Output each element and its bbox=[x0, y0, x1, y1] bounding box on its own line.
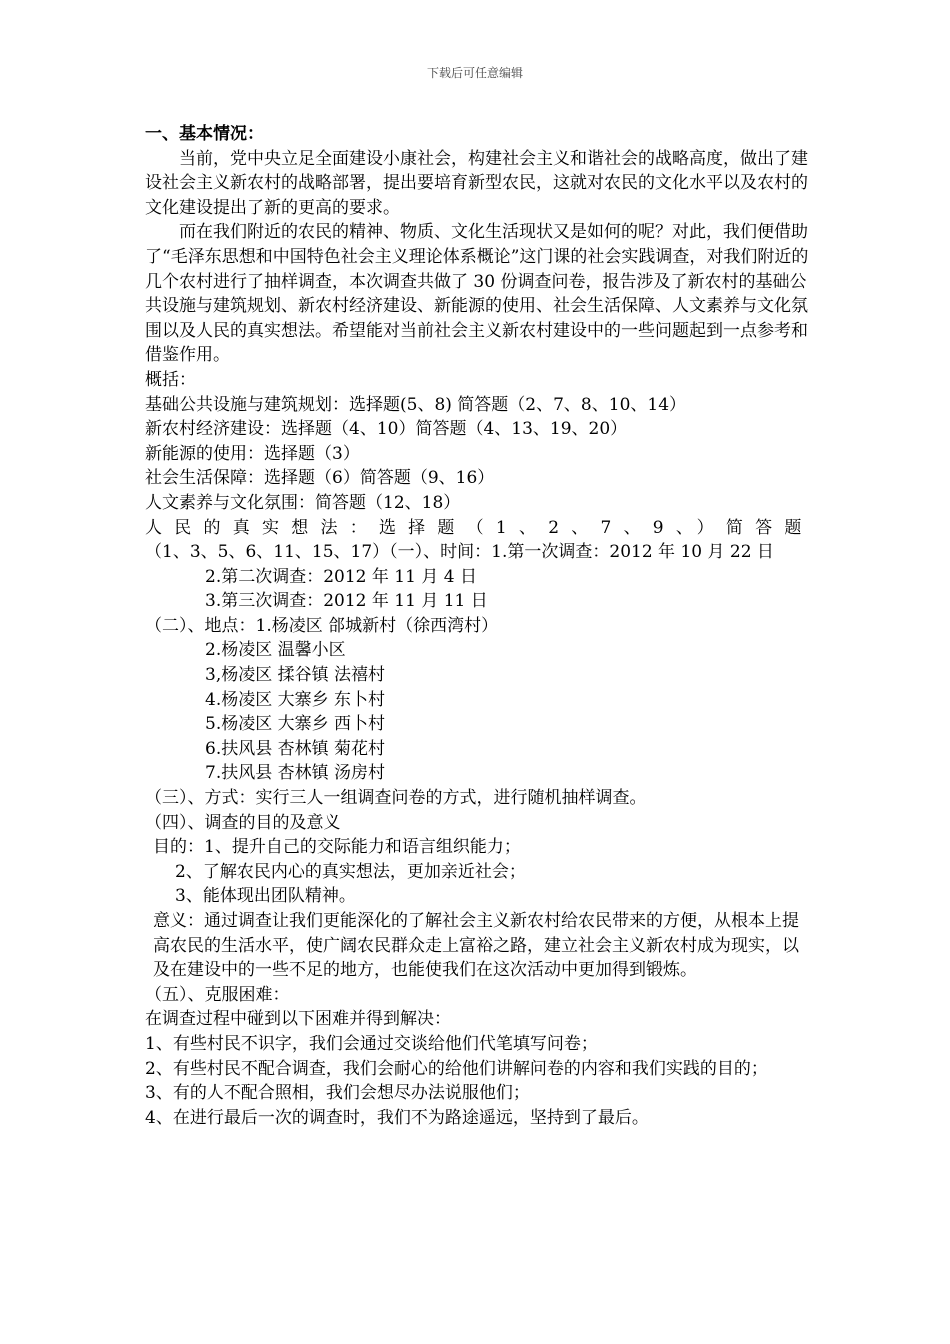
location-item: 7.扶风县 杏林镇 汤房村 bbox=[205, 763, 386, 784]
summary-item: 基础公共设施与建筑规划：选择题(5、8) 简答题（2、7、8、10、14） bbox=[145, 394, 687, 415]
summary-item: 新农村经济建设：选择题（4、10）简答题（4、13、19、20） bbox=[145, 419, 628, 440]
location-item: 5.杨凌区 大寨乡 西卜村 bbox=[205, 714, 386, 735]
difficulty-intro: 在调查过程中碰到以下困难并得到解决： bbox=[145, 1009, 451, 1030]
goal-item: 3、能体现出团队精神。 bbox=[175, 886, 356, 907]
difficulty-item: 3、有的人不配合照相，我们会想尽办法说服他们； bbox=[145, 1083, 530, 1104]
difficulty-heading: （五）、克服困难： bbox=[145, 984, 290, 1005]
document-body bbox=[145, 122, 809, 1130]
summary-people-continuation: （1、3、5、6、11、15、17）（一）、时间：1.第一次调查：2012 年 10 月 22 日 bbox=[145, 542, 774, 563]
method-line: （三）、方式：实行三人一组调查问卷的方式，进行随机抽样调查。 bbox=[145, 788, 647, 809]
section-title: 一、基本情况： bbox=[145, 124, 264, 144]
difficulty-item: 1、有些村民不识字，我们会通过交谈给他们代笔填写问卷； bbox=[145, 1033, 598, 1054]
location-item: 3,杨凌区 揉谷镇 法禧村 bbox=[205, 665, 386, 686]
time-item: 3.第三次调查：2012 年 11 月 11 日 bbox=[205, 591, 488, 612]
difficulty-item: 4、在进行最后一次的调查时，我们不为路途遥远，坚持到了最后。 bbox=[145, 1107, 649, 1128]
goal-first: 目的：1、提升自己的交际能力和语言组织能力； bbox=[153, 837, 521, 858]
difficulty-item: 2、有些村民不配合调查，我们会耐心的给他们讲解问卷的内容和我们实践的目的； bbox=[145, 1058, 768, 1079]
location-heading: （二）、地点：1.杨凌区 郃城新村（徐西湾村） bbox=[145, 615, 499, 636]
summary-item: 社会生活保障：选择题（6）简答题（9、16） bbox=[145, 468, 495, 489]
page-header: 下载后可任意编辑 bbox=[426, 66, 523, 80]
time-item: 2.第二次调查：2012 年 11 月 4 日 bbox=[205, 566, 477, 587]
summary-people-line: 人民的真实想法：选择题（1、2、7、9、）简答题 bbox=[145, 517, 809, 538]
meaning-paragraph: 意义：通过调查让我们更能深化的了解社会主义新农村给农民带来的方便，从根本上提高农民的生活水平，使广阔农民群众走上富裕之路，建立社会主义新农村成为现实，以及在建设中的一些不足的地方，也能使我们在这次活动中更加得到锻炼。 bbox=[153, 911, 799, 981]
location-item: 4.杨凌区 大寨乡 东卜村 bbox=[205, 689, 386, 710]
summary-item: 新能源的使用：选择题（3） bbox=[145, 443, 360, 464]
location-item: 6.扶风县 杏林镇 菊花村 bbox=[205, 738, 386, 759]
goal-item: 2、了解农民内心的真实想法，更加亲近社会； bbox=[175, 861, 526, 882]
purpose-heading: （四）、调查的目的及意义 bbox=[145, 812, 341, 833]
intro-paragraph-1: 当前，党中央立足全面建设小康社会，构建社会主义和谐社会的战略高度，做出了建设社会主义新农村的战略部署，提出要培育新型农民，这就对农民的文化水平以及农村的文化建设提出了新的更高的要求。 bbox=[145, 148, 808, 218]
summary-item: 人文素养与文化氛围：简答题（12、18） bbox=[145, 492, 461, 513]
intro-paragraph-2: 而在我们附近的农民的精神、物质、文化生活现状又是如何的呢？对此，我们便借助了“毛泽东思想和中国特色社会主义理论体系概论”这门课的社会实践调查，对我们附近的几个农村进行了抽样调查，本次调查共做了 30 份调查问卷，报告涉及了新农村的基础公共设施与建筑规划、新农村经济建设、新能源的使用、社会生活保障、人文素养与文化氛围以及人民的真实想法。希望能对当前社会主义新农村建设中的一些问题起到一点参考和借鉴作用。 bbox=[145, 222, 809, 366]
location-item: 2.杨凌区 温馨小区 bbox=[205, 640, 346, 661]
summary-label: 概括： bbox=[145, 369, 196, 390]
